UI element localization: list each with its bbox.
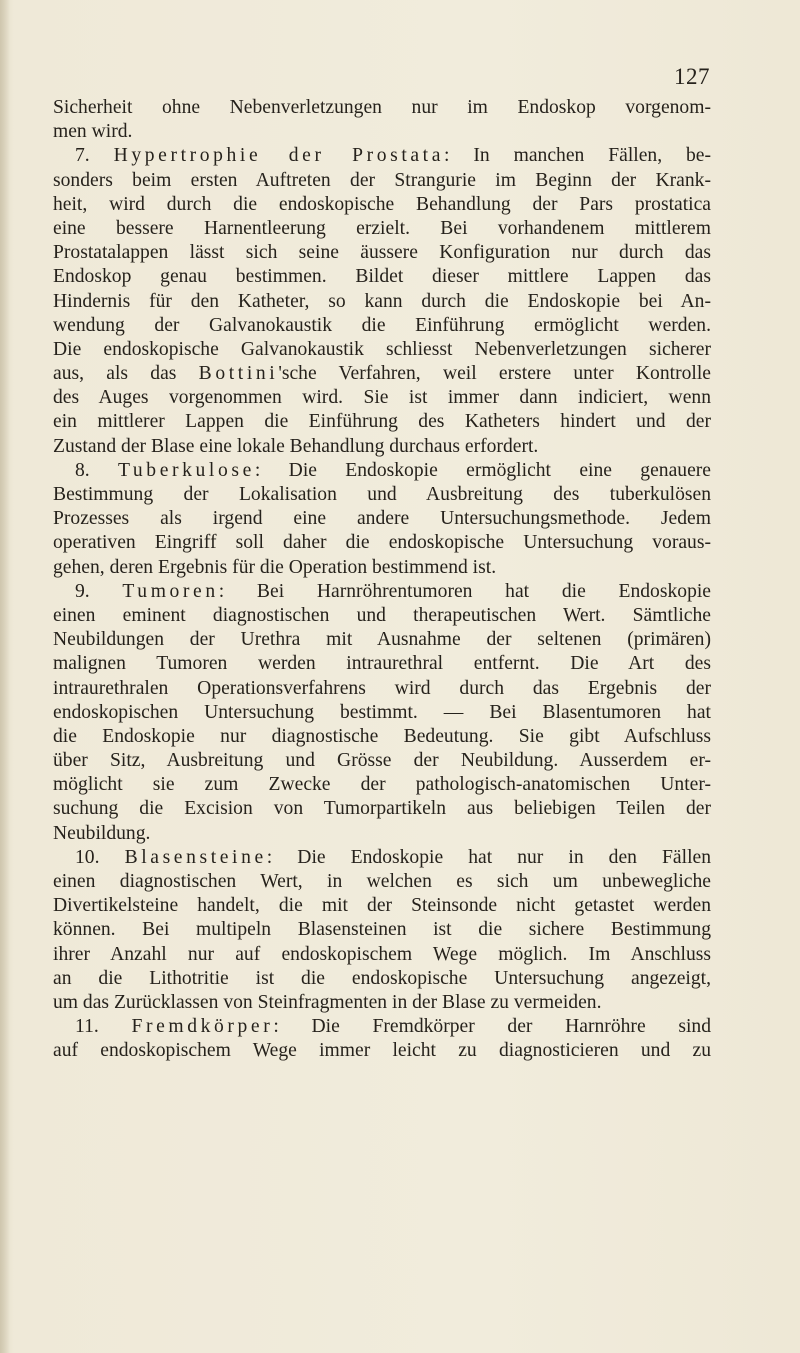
text-line bbox=[53, 144, 711, 168]
text-line bbox=[53, 265, 711, 289]
text-line bbox=[53, 677, 711, 701]
text-segment: : Bei Harnröhrentumoren hat die Endoskopie bbox=[218, 580, 712, 602]
text-line bbox=[53, 217, 711, 241]
spaced-heading: Fremdkörper bbox=[131, 1016, 274, 1038]
text-segment: ein mittlerer Lappen die Einführung des Katheters hindert und der bbox=[53, 411, 711, 433]
text-line bbox=[53, 701, 711, 725]
text-segment: : Die Fremdkörper der Harnröhre sind bbox=[273, 1016, 711, 1038]
text-segment: men wird. bbox=[53, 121, 133, 143]
text-segment: gehen, deren Ergebnis für die Operation bestimmend ist. bbox=[53, 556, 497, 578]
text-line bbox=[53, 507, 711, 531]
text-line bbox=[53, 1039, 711, 1063]
text-segment: heit, wird durch die endoskopische Behandlung der Pars prostatica bbox=[53, 193, 711, 215]
text-line bbox=[53, 628, 711, 652]
text-segment: Sicherheit ohne Nebenverletzungen nur im Endoskop vorgenom- bbox=[53, 97, 711, 118]
text-segment: möglicht sie zum Zwecke der pathologisch-anatomischen Unter- bbox=[53, 774, 711, 796]
text-segment: auf endoskopischem Wege immer leicht zu diagnosticieren und zu bbox=[53, 1040, 711, 1062]
text-segment: Zustand der Blase eine lokale Behandlung durchaus erfordert. bbox=[53, 435, 539, 457]
text-segment: 'sche Verfahren, weil erstere unter Kontrolle bbox=[278, 363, 711, 385]
text-segment: Prozesses als irgend eine andere Untersuchungsmethode. Jedem bbox=[53, 508, 711, 530]
text-segment: 10. bbox=[75, 846, 125, 868]
text-segment: können. Bei multipeln Blasensteinen ist die sichere Bestimmung bbox=[53, 919, 711, 941]
text-segment: : In manchen Fällen, be- bbox=[444, 145, 712, 167]
text-segment: über Sitz, Ausbreitung und Grösse der Neubildung. Ausserdem er- bbox=[53, 750, 711, 772]
spaced-heading: Tuberkulose bbox=[118, 459, 255, 481]
text-line bbox=[53, 241, 711, 265]
text-line bbox=[53, 894, 711, 918]
spaced-heading: Tumoren bbox=[122, 580, 219, 602]
text-segment: einen diagnostischen Wert, in welchen es sich um unbewegliche bbox=[53, 871, 711, 892]
text-line bbox=[53, 531, 711, 555]
binding-shadow bbox=[0, 0, 10, 1353]
text-line bbox=[53, 96, 711, 120]
text-segment: Neubildung. bbox=[53, 822, 151, 844]
text-line bbox=[53, 314, 711, 338]
text-line bbox=[53, 1015, 711, 1039]
text-segment: an die Lithotritie ist die endoskopische Untersuchung angezeigt, bbox=[53, 967, 711, 989]
text-line bbox=[53, 943, 711, 967]
text-line bbox=[53, 652, 711, 676]
text-line bbox=[53, 169, 711, 193]
text-line bbox=[53, 459, 711, 483]
text-segment: eine bessere Harnentleerung erzielt. Bei vorhandenem mittlerem bbox=[53, 217, 711, 239]
text-segment: intraurethralen Operationsverfahrens wird durch das Ergebnis der bbox=[53, 677, 711, 699]
text-line bbox=[53, 967, 711, 991]
text-segment: 7. bbox=[75, 145, 114, 167]
text-line bbox=[53, 435, 711, 459]
text-line bbox=[53, 773, 711, 797]
text-segment: Prostatalappen lässt sich seine äussere Konfiguration nur durch das bbox=[53, 242, 711, 264]
text-segment: ihrer Anzahl nur auf endoskopischem Wege möglich. Im Anschluss bbox=[53, 943, 711, 965]
text-line bbox=[53, 580, 711, 604]
text-line bbox=[53, 338, 711, 362]
text-line bbox=[53, 822, 711, 846]
text-segment: endoskopischen Untersuchung bestimmt. — Bei Blasentumoren hat bbox=[53, 701, 711, 723]
spaced-heading: Bottini bbox=[198, 363, 279, 385]
text-line bbox=[53, 725, 711, 749]
text-segment: Endoskop genau bestimmen. Bildet dieser mittlere Lappen das bbox=[53, 266, 711, 288]
text-segment: : Die Endoskopie hat nur in den Fällen bbox=[266, 846, 712, 868]
text-line bbox=[53, 386, 711, 410]
text-segment: suchung die Excision von Tumorpartikeln aus beliebigen Teilen der bbox=[53, 798, 711, 820]
text-segment: 8. bbox=[75, 459, 119, 481]
spaced-heading: Blasensteine bbox=[124, 846, 267, 868]
text-segment: Die endoskopische Galvanokaustik schliesst Nebenverletzungen sicherer bbox=[53, 338, 711, 360]
text-segment: Hindernis für den Katheter, so kann durch die Endoskopie bei An- bbox=[53, 290, 711, 312]
text-line bbox=[53, 991, 711, 1015]
text-line bbox=[53, 362, 711, 386]
text-segment: die Endoskopie nur diagnostische Bedeutung. Sie gibt Aufschluss bbox=[53, 725, 711, 747]
text-line bbox=[53, 290, 711, 314]
text-segment: Divertikelsteine handelt, die mit der Steinsonde nicht getastet werden bbox=[53, 895, 711, 917]
text-line bbox=[53, 870, 711, 894]
text-segment: operativen Eingriff soll daher die endoskopische Untersuchung voraus- bbox=[53, 532, 711, 554]
text-line bbox=[53, 193, 711, 217]
spaced-heading: Hypertrophie der Prostata bbox=[113, 145, 445, 167]
text-line bbox=[53, 604, 711, 628]
text-segment: 9. bbox=[75, 580, 123, 602]
text-line bbox=[53, 120, 711, 144]
text-segment: Bestimmung der Lokalisation und Ausbreitung des tuberkulösen bbox=[53, 484, 711, 505]
text-line bbox=[53, 846, 711, 870]
text-segment: Neubildungen der Urethra mit Ausnahme der seltenen (primären) bbox=[53, 629, 711, 651]
body-text bbox=[53, 96, 711, 1064]
text-segment: aus, als das bbox=[53, 363, 199, 385]
text-line bbox=[53, 483, 711, 507]
text-segment: malignen Tumoren werden intraurethral entfernt. Die Art des bbox=[53, 653, 711, 675]
page-number: 127 bbox=[674, 64, 710, 89]
text-segment: einen eminent diagnostischen und therapeutischen Wert. Sämtliche bbox=[53, 604, 711, 626]
text-segment: : Die Endoskopie ermöglicht eine genauere bbox=[254, 459, 711, 481]
text-segment: 11. bbox=[75, 1016, 132, 1038]
text-segment: wendung der Galvanokaustik die Einführung ermöglicht werden. bbox=[53, 314, 711, 336]
text-segment: des Auges vorgenommen wird. Sie ist immer dann indiciert, wenn bbox=[53, 387, 711, 409]
text-line bbox=[53, 410, 711, 434]
text-line bbox=[53, 797, 711, 821]
text-line bbox=[53, 556, 711, 580]
text-line bbox=[53, 749, 711, 773]
text-segment: sonders beim ersten Auftreten der Strangurie im Beginn der Krank- bbox=[53, 169, 711, 191]
text-line bbox=[53, 918, 711, 942]
text-segment: um das Zurücklassen von Steinfragmenten in der Blase zu vermeiden. bbox=[53, 991, 602, 1013]
